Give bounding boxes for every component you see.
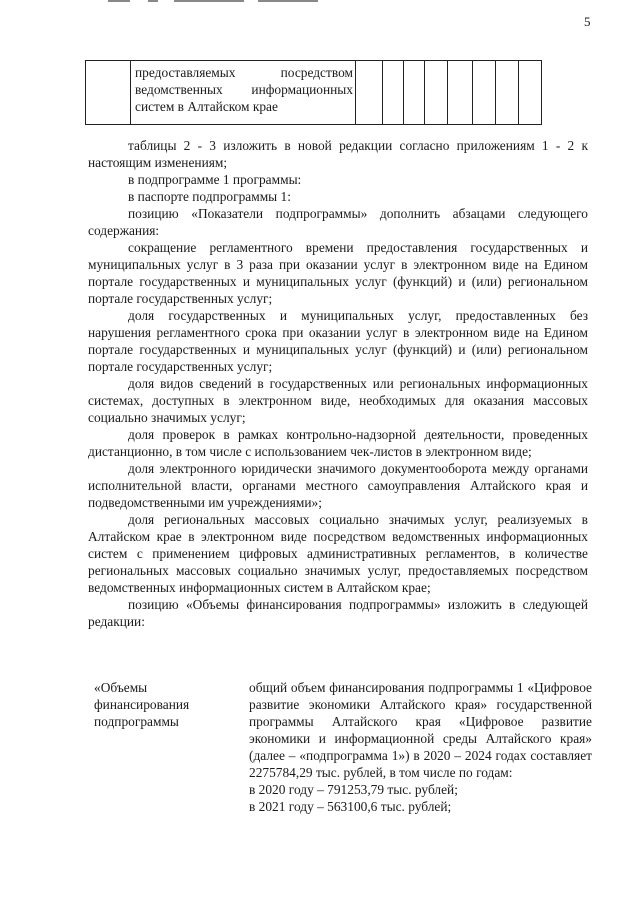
passport-financing-block: [88, 679, 592, 815]
financing-summary: общий объем финансирования подпрограммы 1 «Цифровое развитие экономики Алтайского края» государственной программы Алтайского края «Цифровое развитие экономики и информационной среды Алтайского края» (далее – «подпрограмма 1») в 2020 – 2024 годах составляет 2275784,29 тыс. рублей, в том числе по годам:: [249, 680, 592, 780]
table-cell-empty: [496, 61, 519, 125]
paragraph: доля региональных массовых социально значимых услуг, реализуемых в Алтайском крае в электронном виде посредством ведомственных информационных систем с применением цифровых административных регламентов, в количестве региональных массовых социально значимых услуг, предоставляемых посредством ведомственных информационных систем в Алтайском крае;: [88, 512, 588, 595]
table-cell-empty: [383, 61, 404, 125]
table-cell-empty: [404, 61, 425, 125]
paragraph: позицию «Объемы финансирования подпрограммы» изложить в следующей редакции:: [88, 597, 588, 629]
financing-year-line: в 2020 году – 791253,79 тыс. рублей;: [249, 782, 458, 797]
table-cell-indicator: [131, 61, 356, 125]
paragraph: в подпрограмме 1 программы:: [128, 172, 302, 187]
paragraph: таблицы 2 - 3 изложить в новой редакции согласно приложениям 1 - 2 к настоящим изменениям;: [88, 138, 588, 170]
table-cell-empty: [356, 61, 383, 125]
continued-table: [85, 60, 542, 125]
paragraph: сокращение регламентного времени предоставления государственных и муниципальных услуг в 3 раза при оказании услуг в электронном виде на Едином портале государственных и муниципальных услуг (функций) и (или) региональном портале государственных услуг;: [88, 240, 588, 306]
page-number: 5: [584, 14, 591, 29]
passport-label: «Объемы финансирования подпрограммы: [94, 680, 190, 729]
table-cell-empty: [425, 61, 448, 125]
paragraph: доля государственных и муниципальных услуг, предоставленных без нарушения регламентного срока при оказании услуг в электронном виде на Едином портале государственных и муниципальных услуг (функций) и (или) региональном портале государственных услуг;: [88, 308, 588, 374]
table-cell-empty: [448, 61, 473, 125]
table-cell-empty: [519, 61, 542, 125]
table-cell-empty: [473, 61, 496, 125]
table-cell-text: предоставляемых посредством ведомственных информационных систем в Алтайском крае: [135, 65, 353, 114]
top-scan-marks: [108, 0, 338, 4]
paragraph: позицию «Показатели подпрограммы» дополнить абзацами следующего содержания:: [88, 206, 588, 238]
paragraph: в паспорте подпрограммы 1:: [128, 189, 291, 204]
paragraph: доля видов сведений в государственных или региональных информационных системах, доступных в электронном виде, необходимых для оказания массовых социально значимых услуг;: [88, 376, 588, 425]
table-cell-empty: [86, 61, 131, 125]
document-body: [88, 137, 588, 630]
paragraph: доля электронного юридически значимого документооборота между органами исполнительной власти, органами местного самоуправления Алтайского края и подведомственными им учреждениями»;: [88, 461, 588, 510]
financing-year-line: в 2021 году – 563100,6 тыс. рублей;: [249, 799, 452, 814]
paragraph: доля проверок в рамках контрольно-надзорной деятельности, проведенных дистанционно, в том числе с использованием чек-листов в электронном виде;: [88, 427, 588, 459]
passport-value: [241, 679, 592, 815]
